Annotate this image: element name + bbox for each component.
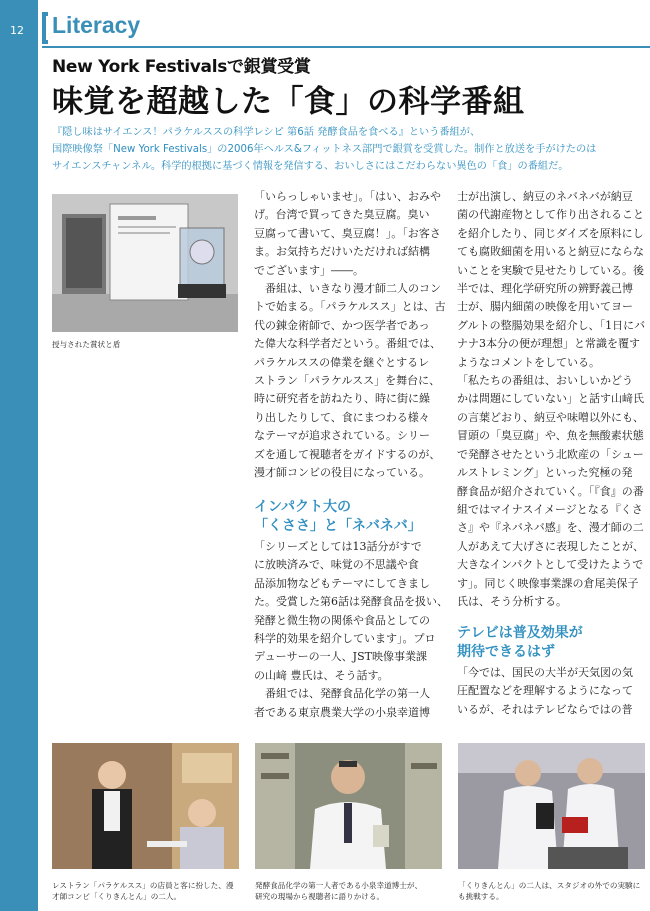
body-line: 半では、理化学研究所の辨野義己博 — [457, 282, 633, 296]
body-line: ルストレミング」といった究極の発 — [457, 466, 633, 480]
body-line: さ』や『ネバネバ感』を、漫才師の二 — [457, 521, 644, 535]
body-line: 人があえて大げさに表現したことが、 — [457, 539, 644, 553]
body-line: いことを実験で見せたりしている。後 — [457, 263, 644, 277]
body-line: ストラン「パラケルスス」を舞台に、 — [254, 374, 441, 388]
body-column-2b — [457, 664, 647, 719]
body-line: 漫才師コンビの役目になっている。 — [254, 466, 430, 480]
body-line: 代の錬金術師で、かつ医学者であっ — [254, 318, 430, 332]
body-line: 士が、腸内細菌の映像を用いてヨー — [457, 300, 633, 314]
body-line: す」。同じく映像事業課の倉尾美保子 — [457, 576, 639, 590]
body-line: げ。台湾で買ってきた臭豆腐。臭い — [254, 208, 430, 222]
section-rule — [42, 46, 650, 48]
body-line: でございます」――。 — [254, 263, 364, 277]
body-line: ナナ3本分の便が理想」と常識を覆す — [457, 337, 640, 351]
body-line: 発酵と微生物の関係や食品としての — [254, 613, 430, 627]
body-line: 士が出演し、納豆のネバネバが納豆 — [457, 190, 633, 203]
body-line: 者である東京農業大学の小泉幸道博 — [254, 705, 430, 719]
body-line: の山﨑 豊氏は、そう話す。 — [254, 668, 389, 682]
section-title: Literacy — [52, 12, 141, 38]
article-kicker: New York Festivalsで銀賞受賞 — [52, 57, 311, 77]
subheading-tv — [457, 624, 583, 662]
subheading-line: インパクト大の — [254, 499, 352, 515]
restaurant-illustration — [52, 743, 239, 869]
experiment-illustration — [458, 743, 645, 869]
photo-caption — [52, 880, 233, 902]
body-line: 番組は、いきなり漫才師二人のコン — [254, 282, 441, 296]
caption-line: 発酵食品化学の第一人者である小泉幸道博士が、 — [255, 881, 423, 890]
award-illustration — [52, 194, 238, 332]
subheading-impact — [254, 498, 422, 536]
body-line: ても腐敗細菌を用いると納豆にならな — [457, 245, 644, 259]
lead-line: 国際映像祭「New York Festivals」の2006年ヘルス&フィットネス部門で銀賞を受賞した。制作と放送を手がけたのは — [52, 144, 597, 155]
lead-line: サイエンスチャンネル。科学的根拠に基づく情報を発信する、おいしさにはこだわらない異色の「食」の番組だ。 — [52, 161, 569, 172]
restaurant-skit-photo — [52, 743, 239, 869]
photo-caption — [458, 880, 640, 902]
subheading-line: テレビは普及効果が — [457, 625, 583, 641]
body-line: 「いらっしゃいませ」。「はい、おみや — [254, 190, 441, 203]
article-headline: 味覚を超越した「食」の科学番組 — [52, 84, 525, 120]
body-line: 時に研究者を訪ねたり、時に街に繰 — [254, 392, 430, 406]
body-line: かは問題にしていない」と話す山﨑氏 — [457, 392, 644, 406]
body-line: 「今では、国民の大半が天気図の気 — [457, 666, 633, 679]
photo-caption — [52, 339, 120, 350]
left-color-bar — [0, 0, 38, 911]
body-line: デューサーの一人、JST映像事業課 — [254, 650, 427, 664]
body-line: 酵食品が紹介されていく。「『食』の番 — [457, 484, 644, 498]
award-photo — [52, 194, 238, 332]
section-bracket — [42, 12, 48, 44]
professor-illustration — [255, 743, 442, 869]
body-column-1 — [254, 188, 446, 483]
body-column-1b — [254, 538, 448, 722]
article-lead — [52, 124, 642, 175]
body-line: 「シリーズとしては13話分がすで — [254, 540, 422, 553]
body-line: ま。お気持ちだけいただければ結構 — [254, 245, 430, 259]
body-line: 科学的効果を紹介しています」。プロ — [254, 632, 436, 646]
body-line: いるが、それはテレビならではの普 — [457, 702, 633, 716]
photo-caption — [255, 880, 422, 902]
body-line: 氏は、そう分析する。 — [457, 594, 567, 608]
body-line: 「私たちの番組は、おいしいかどう — [457, 374, 633, 388]
body-line: パラケルススの偉業を継ぐとするレ — [254, 355, 430, 369]
body-line: 大きなインパクトとして受けたようで — [457, 558, 644, 572]
caption-line: レストラン「パラケルスス」の店員と客に扮した、漫 — [52, 881, 234, 890]
body-line: 組ではマイナスイメージとなる『くさ — [457, 502, 643, 516]
body-line: 圧配置などを理解するようになって — [457, 684, 633, 698]
body-line: を紹介したり、同じダイズを原料にし — [457, 226, 644, 240]
body-line: た。受賞した第6話は発酵食品を扱い、 — [254, 595, 448, 609]
body-line: た偉大な科学者だという。番組では、 — [254, 337, 441, 351]
body-line: 豆腐って書いて、臭豆腐！」。「お客さ — [254, 226, 441, 240]
body-line: ようなコメントをしている。 — [457, 355, 600, 369]
section-header — [42, 8, 650, 48]
caption-line: 才師コンビ「くりきんとん」の二人。 — [52, 892, 182, 901]
body-line: で発酵させたという北欧産の「シュー — [457, 447, 644, 461]
caption-line: 「くりきんとん」の二人は、スタジオの外での実験に — [458, 881, 641, 890]
body-line: 品添加物などもテーマにしてきまし — [254, 576, 430, 590]
body-line: なテーマが追求されている。シリー — [254, 429, 430, 443]
body-line: に放映済みで、味覚の不思議や食 — [254, 558, 419, 572]
lead-line: 『隠し味はサイエンス！パラケルススの科学レシピ 第6話 発酵食品を食べる』という番組が、 — [52, 127, 481, 138]
body-line: グルトの整腸効果を紹介し、「1日にバ — [457, 318, 646, 332]
body-line: トで始まる。「パラケルスス」とは、古 — [254, 300, 446, 314]
page-number: 12 — [10, 24, 24, 37]
experiment-photo — [458, 743, 645, 869]
body-line: 冒頭の「臭豆腐」や、魚を無酸素状態 — [457, 429, 644, 443]
subheading-line: 期待できるはず — [457, 644, 555, 660]
body-line: ズを通して視聴者をガイドするのが、 — [254, 447, 441, 461]
body-column-2 — [457, 188, 647, 611]
caption-line: も挑戦する。 — [458, 892, 504, 901]
caption-line: 研究の現場から視聴者に語りかける。 — [255, 892, 385, 901]
body-line: の言葉どおり、納豆や味噌以外にも、 — [457, 410, 644, 424]
professor-photo — [255, 743, 442, 869]
caption-line: 授与された賞状と盾 — [52, 340, 121, 349]
body-line: 菌の代謝産物として作り出されること — [457, 208, 644, 222]
body-line: り出したりして、食にまつわる様々 — [254, 410, 430, 424]
subheading-line: 「くささ」と「ネバネバ」 — [254, 518, 422, 534]
body-line: 番組では、発酵食品化学の第一人 — [254, 687, 430, 701]
